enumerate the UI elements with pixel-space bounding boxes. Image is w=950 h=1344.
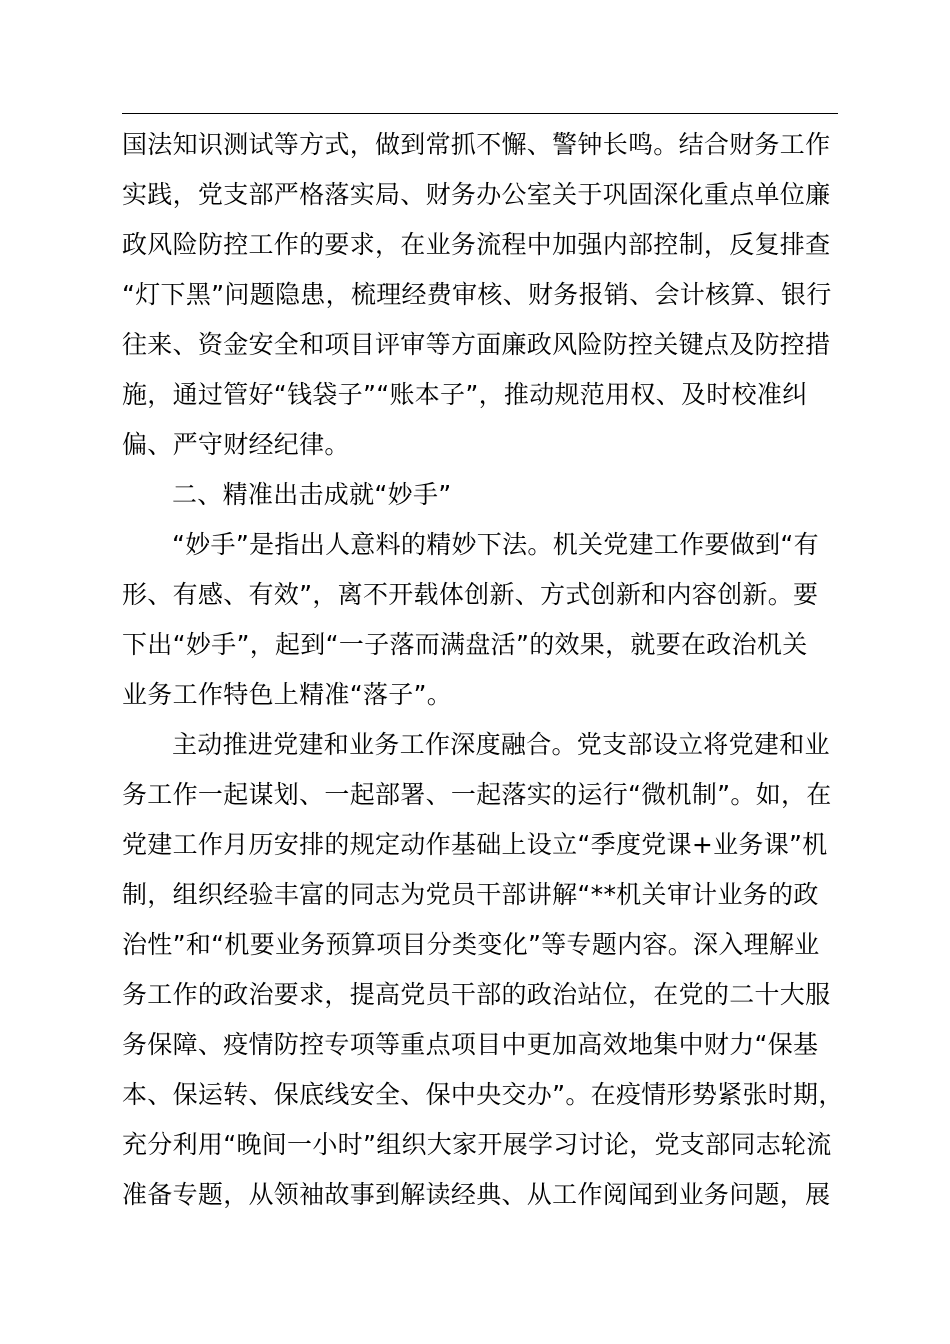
body-line-21: 充分利用“晚间一小时”组织大家开展学习讨论，党支部同志轮流 <box>122 1130 832 1159</box>
body-line-20: 本、保运转、保底线安全、保中央交办”。在疫情形势紧张时期， <box>122 1080 844 1109</box>
body-line-4: “灯下黑”问题隐患，梳理经费审核、财务报销、会计核算、银行 <box>122 280 832 309</box>
header-rule <box>122 113 838 114</box>
body-line-12: 业务工作特色上精准“落子”。 <box>122 680 453 709</box>
section-heading: 二、精准出击成就“妙手” <box>172 480 452 509</box>
body-line-14: 务工作一起谋划、一起部署、一起落实的运行“微机制”。如，在 <box>122 780 832 809</box>
body-line-2: 实践，党支部严格落实局、财务办公室关于巩固深化重点单位廉 <box>122 180 831 209</box>
body-line-3: 政风险防控工作的要求，在业务流程中加强内部控制，反复排查 <box>122 230 831 259</box>
body-line-22: 准备专题，从领袖故事到解读经典、从工作阅闻到业务问题，展 <box>122 1180 831 1209</box>
body-line-11: 下出“妙手”，起到“一子落而满盘活”的效果，就要在政治机关 <box>122 630 808 659</box>
body-line-10: 形、有感、有效”，离不开载体创新、方式创新和内容创新。要 <box>122 580 819 609</box>
body-line-6: 施，通过管好“钱袋子”“账本子”，推动规范用权、及时校准纠 <box>122 380 808 409</box>
body-line-18: 务工作的政治要求，提高党员干部的政治站位，在党的二十大服 <box>122 980 831 1009</box>
body-line-9: “妙手”是指出人意料的精妙下法。机关党建工作要做到“有 <box>172 530 819 559</box>
body-line-5: 往来、资金安全和项目评审等方面廉政风险防控关键点及防控措 <box>122 330 831 359</box>
body-line-17: 治性”和“机要业务预算项目分类变化”等专题内容。深入理解业 <box>122 930 820 959</box>
body-line-13: 主动推进党建和业务工作深度融合。党支部设立将党建和业 <box>172 730 830 759</box>
body-line-16: 制，组织经验丰富的同志为党员干部讲解“**机关审计业务的政 <box>122 880 819 909</box>
body-line-19: 务保障、疫情防控专项等重点项目中更加高效地集中财力“保基 <box>122 1030 819 1059</box>
body-line-7: 偏、严守财经纪律。 <box>122 430 350 459</box>
body-line-15: 党建工作月历安排的规定动作基础上设立“季度党课+业务课”机 <box>122 830 828 859</box>
body-line-1: 国法知识测试等方式，做到常抓不懈、警钟长鸣。结合财务工作 <box>122 130 831 159</box>
